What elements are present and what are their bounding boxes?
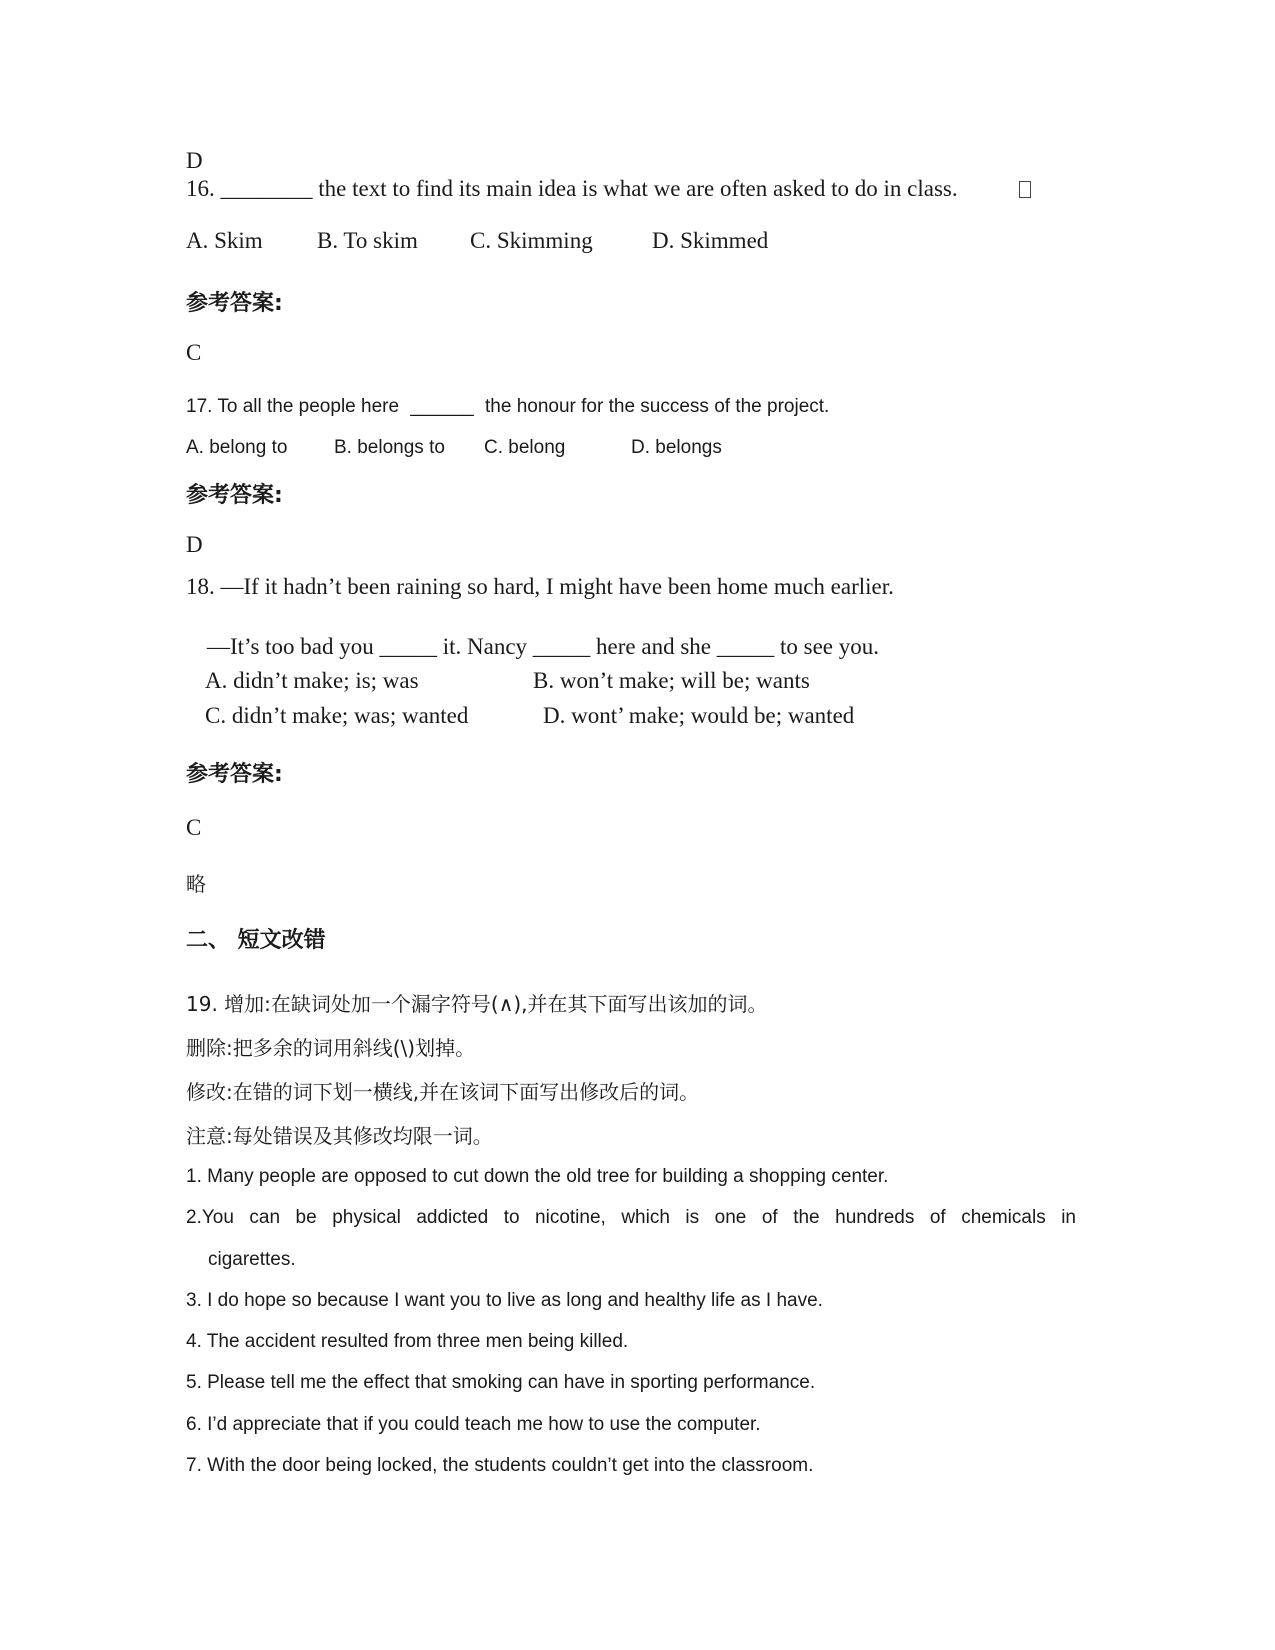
instruction-delete: 删除:把多余的词用斜线(\)划掉。 bbox=[186, 1036, 476, 1060]
q17-option-a: A. belong to bbox=[186, 437, 288, 458]
missing-glyph-icon bbox=[1019, 181, 1031, 198]
previous-answer: D bbox=[186, 148, 203, 173]
correction-item: 6. I’d appreciate that if you could teach me how to use the computer. bbox=[186, 1414, 761, 1435]
q18-option-a: A. didn’t make; is; was bbox=[205, 668, 419, 693]
q17-answer-label: 参考答案: bbox=[186, 483, 283, 508]
correction-item: 2.You can be physical addicted to nicotine, which is one of the hundreds of chemicals in bbox=[186, 1207, 1076, 1228]
instruction-note: 注意:每处错误及其修改均限一词。 bbox=[186, 1124, 493, 1148]
q17-answer: D bbox=[186, 532, 203, 557]
correction-item-continuation: cigarettes. bbox=[208, 1249, 296, 1270]
q17-option-c: C. belong bbox=[484, 437, 566, 458]
q17-stem-prefix: 17. To all the people here bbox=[186, 396, 400, 417]
q17-stem bbox=[186, 396, 829, 418]
q18-reply: —It’s too bad you _____ it. Nancy _____ here and she _____ to see you. bbox=[207, 634, 879, 659]
instruction-add: 19. 增加:在缺词处加一个漏字符号(∧),并在其下面写出该加的词。 bbox=[186, 992, 768, 1016]
q18-answer: C bbox=[186, 815, 202, 840]
q16-answer-label: 参考答案: bbox=[186, 291, 283, 316]
q17-blank: ______ bbox=[410, 396, 474, 417]
q18-option-b: B. won’t make; will be; wants bbox=[533, 668, 810, 693]
q18-answer-label: 参考答案: bbox=[186, 762, 283, 787]
q17-option-b: B. belongs to bbox=[334, 437, 445, 458]
q16-answer: C bbox=[186, 340, 202, 365]
q16-option-a: A. Skim bbox=[186, 228, 263, 253]
q16-option-b: B. To skim bbox=[317, 228, 418, 253]
q18-stem: 18. —If it hadn’t been raining so hard, I might have been home much earlier. bbox=[186, 574, 894, 599]
q16-stem: 16. ________ the text to find its main idea is what we are often asked to do in class. bbox=[186, 176, 958, 201]
correction-item: 5. Please tell me the effect that smoking can have in sporting performance. bbox=[186, 1372, 816, 1393]
correction-item: 3. I do hope so because I want you to live as long and healthy life as I have. bbox=[186, 1290, 823, 1311]
section-heading: 二、 短文改错 bbox=[186, 928, 326, 953]
q17-option-d: D. belongs bbox=[631, 437, 722, 458]
correction-item: 4. The accident resulted from three men being killed. bbox=[186, 1331, 629, 1352]
q16-option-d: D. Skimmed bbox=[652, 228, 769, 253]
correction-item: 1. Many people are opposed to cut down the old tree for building a shopping center. bbox=[186, 1166, 889, 1187]
q17-stem-suffix: the honour for the success of the project. bbox=[485, 396, 830, 417]
q18-option-d: D. wont’ make; would be; wanted bbox=[543, 703, 855, 728]
instruction-modify: 修改:在错的词下划一横线,并在该词下面写出修改后的词。 bbox=[186, 1080, 700, 1104]
q16-option-c: C. Skimming bbox=[470, 228, 593, 253]
correction-item: 7. With the door being locked, the students couldn’t get into the classroom. bbox=[186, 1455, 814, 1476]
q18-note: 略 bbox=[186, 872, 206, 896]
q18-option-c: C. didn’t make; was; wanted bbox=[205, 703, 469, 728]
